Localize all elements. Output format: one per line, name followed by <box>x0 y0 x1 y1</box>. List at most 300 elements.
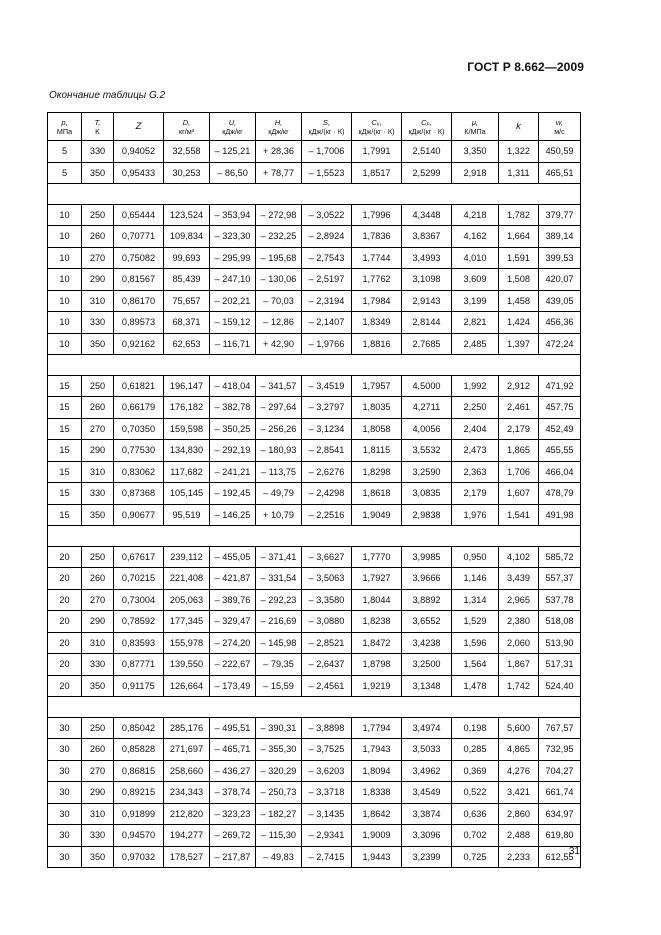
table-cell: 310 <box>82 461 114 483</box>
table-row <box>48 461 581 483</box>
table-cell: 3,9666 <box>402 568 452 590</box>
table-cell: 350 <box>82 846 114 868</box>
table-cell: 20 <box>48 568 82 590</box>
table-cell: 1,591 <box>499 247 539 269</box>
table-cell: 10 <box>48 247 82 269</box>
table-cell: 0,61821 <box>114 375 164 397</box>
table-cell: – 3,1234 <box>302 418 352 440</box>
column-symbol: T, <box>94 117 101 127</box>
table-cell: 2,250 <box>452 397 499 419</box>
table-cell: + 10,79 <box>256 504 302 526</box>
table-cell: 2,380 <box>499 611 539 633</box>
table-cell: – 455,05 <box>210 546 256 568</box>
separator-cell <box>48 355 581 376</box>
table-cell: + 78,77 <box>256 162 302 184</box>
table-cell: 0,91175 <box>114 675 164 697</box>
table-cell: 5 <box>48 141 82 163</box>
table-cell: – 49,79 <box>256 483 302 505</box>
table-cell: 465,51 <box>539 162 581 184</box>
table-cell: – 1,5523 <box>302 162 352 184</box>
table-cell: 439,05 <box>539 290 581 312</box>
table-cell: 271,697 <box>164 739 210 761</box>
table-cell: 310 <box>82 632 114 654</box>
table-cell: 75,657 <box>164 290 210 312</box>
table-cell: 5,600 <box>499 717 539 739</box>
table-cell: – 2,8924 <box>302 226 352 248</box>
table-cell: 194,277 <box>164 825 210 847</box>
table-cell: 2,8144 <box>402 312 452 334</box>
table-cell: 2,912 <box>499 375 539 397</box>
table-cell: 15 <box>48 504 82 526</box>
table-cell: + 42,90 <box>256 333 302 355</box>
table-cell: 0,92162 <box>114 333 164 355</box>
table-cell: 1,664 <box>499 226 539 248</box>
table-cell: 117,682 <box>164 461 210 483</box>
group-separator-row <box>48 697 581 718</box>
column-header <box>302 113 352 141</box>
table-row <box>48 803 581 825</box>
table-cell: – 3,5063 <box>302 568 352 590</box>
table-cell: 2,179 <box>499 418 539 440</box>
table-cell: 0,522 <box>452 782 499 804</box>
table-cell: 20 <box>48 589 82 611</box>
table-cell: 330 <box>82 654 114 676</box>
table-cell: 585,72 <box>539 546 581 568</box>
table-cell: 15 <box>48 440 82 462</box>
table-cell: – 3,8898 <box>302 717 352 739</box>
table-cell: 1,867 <box>499 654 539 676</box>
table-cell: – 274,20 <box>210 632 256 654</box>
table-cell: 1,9009 <box>352 825 402 847</box>
table-row <box>48 290 581 312</box>
table-cell: 4,276 <box>499 760 539 782</box>
table-cell: 0,725 <box>452 846 499 868</box>
table-cell: 661,74 <box>539 782 581 804</box>
table-cell: 1,782 <box>499 204 539 226</box>
group-separator-row <box>48 355 581 376</box>
table-cell: 350 <box>82 504 114 526</box>
table-cell: 3,350 <box>452 141 499 163</box>
table-cell: 1,8094 <box>352 760 402 782</box>
table-cell: 491,98 <box>539 504 581 526</box>
column-header <box>256 113 302 141</box>
table-cell: 2,179 <box>452 483 499 505</box>
table-cell: – 2,8541 <box>302 440 352 462</box>
table-cell: 4,162 <box>452 226 499 248</box>
table-cell: 15 <box>48 418 82 440</box>
table-cell: 1,8238 <box>352 611 402 633</box>
table-cell: 1,865 <box>499 440 539 462</box>
table-cell: 0,87771 <box>114 654 164 676</box>
table-cell: 1,7984 <box>352 290 402 312</box>
column-header <box>82 113 114 141</box>
table-row <box>48 654 581 676</box>
table-caption: Окончание таблицы G.2 <box>49 90 166 101</box>
table-cell: 1,8618 <box>352 483 402 505</box>
column-header <box>48 113 82 141</box>
table-cell: 1,8035 <box>352 397 402 419</box>
table-cell: 1,8115 <box>352 440 402 462</box>
table-cell: 15 <box>48 397 82 419</box>
table-row <box>48 568 581 590</box>
table-cell: – 2,4298 <box>302 483 352 505</box>
table-cell: 389,14 <box>539 226 581 248</box>
table-cell: 109,834 <box>164 226 210 248</box>
table-cell: – 2,9341 <box>302 825 352 847</box>
table-cell: 0,73004 <box>114 589 164 611</box>
column-header <box>114 113 164 141</box>
table-cell: 0,83593 <box>114 632 164 654</box>
table-row <box>48 589 581 611</box>
table-cell: – 2,8521 <box>302 632 352 654</box>
table-cell: – 216,69 <box>256 611 302 633</box>
table-cell: 4,3448 <box>402 204 452 226</box>
table-cell: 20 <box>48 632 82 654</box>
column-header <box>539 113 581 141</box>
table-cell: 155,978 <box>164 632 210 654</box>
table-cell: 0,86815 <box>114 760 164 782</box>
table-cell: 4,5000 <box>402 375 452 397</box>
table-row <box>48 440 581 462</box>
separator-cell <box>48 526 581 547</box>
table-cell: 68,371 <box>164 312 210 334</box>
table-cell: 250 <box>82 204 114 226</box>
table-row <box>48 504 581 526</box>
table-cell: – 297,64 <box>256 397 302 419</box>
table-cell: 2,060 <box>499 632 539 654</box>
table-cell: 513,90 <box>539 632 581 654</box>
table-cell: 557,37 <box>539 568 581 590</box>
table-cell: 1,8298 <box>352 461 402 483</box>
table-cell: 3,8892 <box>402 589 452 611</box>
table-cell: 518,08 <box>539 611 581 633</box>
table-cell: 4,010 <box>452 247 499 269</box>
table-row <box>48 247 581 269</box>
table-cell: 30 <box>48 846 82 868</box>
table-cell: 1,311 <box>499 162 539 184</box>
column-header <box>452 113 499 141</box>
table-cell: 330 <box>82 141 114 163</box>
table-cell: 3,6552 <box>402 611 452 633</box>
table-cell: 0,89215 <box>114 782 164 804</box>
table-cell: 455,55 <box>539 440 581 462</box>
table-cell: 285,176 <box>164 717 210 739</box>
column-header <box>164 113 210 141</box>
table-row <box>48 418 581 440</box>
table-cell: – 390,31 <box>256 717 302 739</box>
table-cell: – 295,99 <box>210 247 256 269</box>
table-row <box>48 611 581 633</box>
table-cell: 452,49 <box>539 418 581 440</box>
table-cell: 450,59 <box>539 141 581 163</box>
table-cell: 3,4962 <box>402 760 452 782</box>
table-cell: 4,865 <box>499 739 539 761</box>
table-cell: 0,91899 <box>114 803 164 825</box>
table-cell: 0,70771 <box>114 226 164 248</box>
column-symbol: U, <box>228 117 237 127</box>
column-symbol: Cₚ, <box>421 117 432 127</box>
table-cell: 260 <box>82 739 114 761</box>
column-symbol: D, <box>182 117 191 127</box>
table-cell: 20 <box>48 611 82 633</box>
table-cell: 732,95 <box>539 739 581 761</box>
table-cell: – 173,49 <box>210 675 256 697</box>
table-cell: 134,830 <box>164 440 210 462</box>
table-cell: 330 <box>82 312 114 334</box>
table-cell: – 378,74 <box>210 782 256 804</box>
table-cell: 2,918 <box>452 162 499 184</box>
table-cell: 0,702 <box>452 825 499 847</box>
table-cell: 1,146 <box>452 568 499 590</box>
table-cell: 1,8058 <box>352 418 402 440</box>
table-cell: – 3,6627 <box>302 546 352 568</box>
table-cell: 0,78592 <box>114 611 164 633</box>
table-cell: 1,8517 <box>352 162 402 184</box>
table-cell: – 323,23 <box>210 803 256 825</box>
table-cell: – 125,21 <box>210 141 256 163</box>
table-row <box>48 162 581 184</box>
table-cell: 0,95433 <box>114 162 164 184</box>
table-cell: – 3,0880 <box>302 611 352 633</box>
table-cell: 99,693 <box>164 247 210 269</box>
column-symbol: p, <box>61 117 68 127</box>
table-row <box>48 333 581 355</box>
page-number: 31 <box>568 846 580 857</box>
table-cell: 2,5140 <box>402 141 452 163</box>
table-cell: 0,75082 <box>114 247 164 269</box>
table-cell: 1,8349 <box>352 312 402 334</box>
table-cell: 159,598 <box>164 418 210 440</box>
table-cell: 10 <box>48 290 82 312</box>
table-cell: 270 <box>82 760 114 782</box>
table-cell: 399,53 <box>539 247 581 269</box>
table-cell: 20 <box>48 546 82 568</box>
table-cell: 3,3096 <box>402 825 452 847</box>
table-body <box>48 141 581 868</box>
table-cell: 30 <box>48 825 82 847</box>
table-cell: 1,8816 <box>352 333 402 355</box>
table-row <box>48 546 581 568</box>
table-cell: 126,664 <box>164 675 210 697</box>
table-cell: 234,343 <box>164 782 210 804</box>
table-cell: 1,9443 <box>352 846 402 868</box>
table-cell: 178,527 <box>164 846 210 868</box>
table-cell: 3,5532 <box>402 440 452 462</box>
table-cell: – 329,47 <box>210 611 256 633</box>
table-cell: 1,7943 <box>352 739 402 761</box>
table-cell: 3,609 <box>452 269 499 291</box>
table-cell: – 353,94 <box>210 204 256 226</box>
table-cell: 1,742 <box>499 675 539 697</box>
table-cell: 0,89573 <box>114 312 164 334</box>
table-cell: – 269,72 <box>210 825 256 847</box>
table-cell: 1,314 <box>452 589 499 611</box>
table-cell: – 113,75 <box>256 461 302 483</box>
table-cell: – 341,57 <box>256 375 302 397</box>
table-cell: 478,79 <box>539 483 581 505</box>
table-cell: 250 <box>82 375 114 397</box>
table-cell: 537,78 <box>539 589 581 611</box>
table-cell: 350 <box>82 162 114 184</box>
table-cell: – 421,87 <box>210 568 256 590</box>
table-cell: 1,976 <box>452 504 499 526</box>
table-cell: 1,607 <box>499 483 539 505</box>
table-cell: 704,27 <box>539 760 581 782</box>
table-cell: – 331,54 <box>256 568 302 590</box>
table-cell: 471,92 <box>539 375 581 397</box>
document-code: ГОСТ Р 8.662—2009 <box>467 60 584 74</box>
table-cell: 2,488 <box>499 825 539 847</box>
table-row <box>48 782 581 804</box>
table-cell: 20 <box>48 654 82 676</box>
table-cell: 30 <box>48 717 82 739</box>
table-cell: 350 <box>82 333 114 355</box>
table-cell: – 241,21 <box>210 461 256 483</box>
table-cell: 3,421 <box>499 782 539 804</box>
table-cell: 3,4549 <box>402 782 452 804</box>
table-row <box>48 846 581 868</box>
table-cell: 456,36 <box>539 312 581 334</box>
table-row <box>48 204 581 226</box>
table-cell: 1,7770 <box>352 546 402 568</box>
table-cell: 2,860 <box>499 803 539 825</box>
table-row <box>48 141 581 163</box>
table-cell: 260 <box>82 226 114 248</box>
table-cell: 612,55 <box>539 846 581 868</box>
table-cell: – 256,26 <box>256 418 302 440</box>
column-unit: кДж/кг <box>222 126 243 136</box>
table-cell: – 146,25 <box>210 504 256 526</box>
table-cell: 0,66179 <box>114 397 164 419</box>
table-cell: 0,90677 <box>114 504 164 526</box>
table-cell: – 320,29 <box>256 760 302 782</box>
table-cell: – 182,27 <box>256 803 302 825</box>
table-cell: 15 <box>48 483 82 505</box>
table-cell: 3,1348 <box>402 675 452 697</box>
column-unit: МПа <box>56 126 73 136</box>
separator-cell <box>48 184 581 205</box>
table-row <box>48 483 581 505</box>
table-cell: 270 <box>82 418 114 440</box>
table-row <box>48 675 581 697</box>
table-row <box>48 269 581 291</box>
table-cell: 4,0056 <box>402 418 452 440</box>
table-cell: 3,2590 <box>402 461 452 483</box>
table-cell: 270 <box>82 589 114 611</box>
table-cell: 1,508 <box>499 269 539 291</box>
table-cell: 1,397 <box>499 333 539 355</box>
table-cell: – 292,23 <box>256 589 302 611</box>
table-cell: 420,07 <box>539 269 581 291</box>
table-cell: 2,821 <box>452 312 499 334</box>
table-cell: 0,77530 <box>114 440 164 462</box>
table-cell: 1,7744 <box>352 247 402 269</box>
table-cell: 290 <box>82 782 114 804</box>
table-cell: – 1,9766 <box>302 333 352 355</box>
table-cell: 1,596 <box>452 632 499 654</box>
column-symbol: w, <box>555 117 564 127</box>
table-cell: 1,564 <box>452 654 499 676</box>
table-cell: 1,529 <box>452 611 499 633</box>
table-cell: 0,94570 <box>114 825 164 847</box>
group-separator-row <box>48 184 581 205</box>
table-cell: 250 <box>82 717 114 739</box>
column-unit: кг/м³ <box>178 126 195 136</box>
table-cell: 290 <box>82 269 114 291</box>
table-cell: 10 <box>48 269 82 291</box>
table-cell: 2,461 <box>499 397 539 419</box>
table-cell: 20 <box>48 675 82 697</box>
table-row <box>48 632 581 654</box>
table-cell: – 2,4561 <box>302 675 352 697</box>
table-cell: 221,408 <box>164 568 210 590</box>
table-cell: 2,9143 <box>402 290 452 312</box>
table-cell: 619,80 <box>539 825 581 847</box>
table-row <box>48 760 581 782</box>
table-cell: 0,636 <box>452 803 499 825</box>
table-cell: 250 <box>82 546 114 568</box>
table-cell: – 145,98 <box>256 632 302 654</box>
table-header-row <box>48 113 581 141</box>
table-cell: – 70,03 <box>256 290 302 312</box>
table-cell: 105,145 <box>164 483 210 505</box>
table-cell: – 232,25 <box>256 226 302 248</box>
table-cell: 3,1098 <box>402 269 452 291</box>
table-cell: – 2,7543 <box>302 247 352 269</box>
properties-table <box>47 112 581 868</box>
table-cell: 2,965 <box>499 589 539 611</box>
table-cell: 350 <box>82 675 114 697</box>
table-cell: – 3,2797 <box>302 397 352 419</box>
table-cell: 2,7685 <box>402 333 452 355</box>
table-cell: – 3,1435 <box>302 803 352 825</box>
table-cell: 4,2711 <box>402 397 452 419</box>
table-cell: 1,8642 <box>352 803 402 825</box>
table-row <box>48 717 581 739</box>
table-cell: 0,285 <box>452 739 499 761</box>
table-cell: + 28,36 <box>256 141 302 163</box>
table-cell: 10 <box>48 333 82 355</box>
table-cell: 3,9985 <box>402 546 452 568</box>
table-cell: – 355,30 <box>256 739 302 761</box>
table-cell: 1,706 <box>499 461 539 483</box>
table-cell: 10 <box>48 226 82 248</box>
table-cell: 0,67617 <box>114 546 164 568</box>
column-unit: кДж/кг <box>268 126 289 136</box>
table-cell: 32,558 <box>164 141 210 163</box>
table-cell: 1,7996 <box>352 204 402 226</box>
table-cell: – 3,3718 <box>302 782 352 804</box>
table-cell: 1,8338 <box>352 782 402 804</box>
table-cell: 1,7991 <box>352 141 402 163</box>
table-row <box>48 739 581 761</box>
table-cell: – 79,35 <box>256 654 302 676</box>
table-cell: 0,369 <box>452 760 499 782</box>
table-cell: – 495,51 <box>210 717 256 739</box>
table-cell: – 2,5197 <box>302 269 352 291</box>
table-cell: – 12,86 <box>256 312 302 334</box>
table-cell: 0,94052 <box>114 141 164 163</box>
table-cell: 139,550 <box>164 654 210 676</box>
table-cell: – 382,78 <box>210 397 256 419</box>
table-cell: – 323,30 <box>210 226 256 248</box>
table-cell: 15 <box>48 375 82 397</box>
table-cell: 0,97032 <box>114 846 164 868</box>
table-cell: 1,424 <box>499 312 539 334</box>
table-cell: – 180,93 <box>256 440 302 462</box>
table-cell: 1,7836 <box>352 226 402 248</box>
table-cell: 2,5299 <box>402 162 452 184</box>
